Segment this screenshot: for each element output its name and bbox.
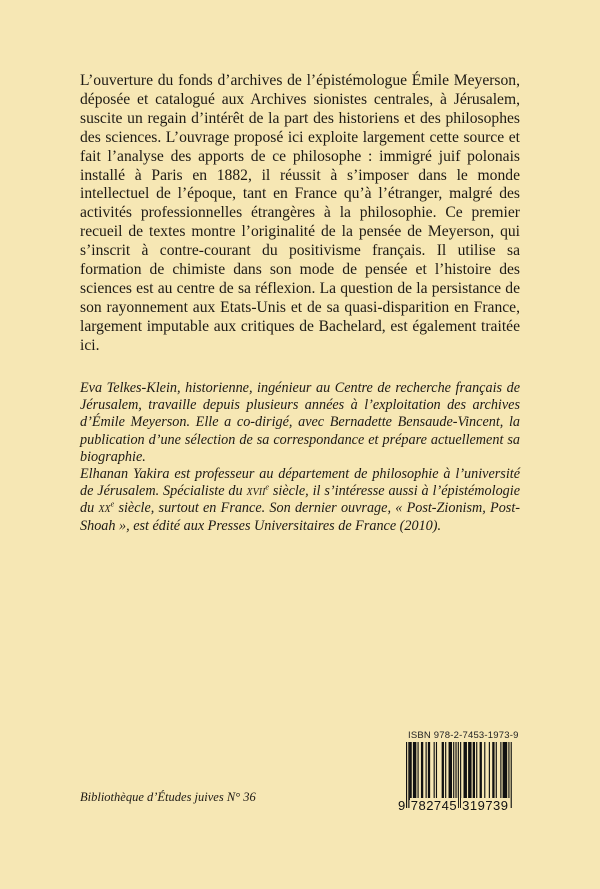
barcode-bar	[442, 742, 444, 800]
bio-2-part3: siècle, surtout en France. Son dernier ouvrage, « Post-Zionism, Post-Shoah », est édité aux Presses Universitaires de France (2010).	[80, 500, 520, 534]
barcode-bar	[426, 742, 427, 800]
barcode-digits	[398, 798, 510, 813]
barcode-group-2: 319739	[462, 798, 509, 813]
barcode-bar	[453, 742, 454, 800]
bio-elhanan-yakira	[80, 466, 520, 535]
barcode-bar	[496, 742, 497, 800]
barcode-bar	[434, 742, 435, 800]
barcode-bar	[473, 742, 475, 800]
barcode-bar	[445, 742, 446, 800]
author-bios	[80, 380, 520, 535]
barcode-bar	[484, 742, 485, 800]
barcode-bar	[476, 742, 477, 800]
barcode-bar	[489, 742, 490, 800]
bio-2-part1: Elhanan Yakira est professeur au département de philosophie à l’université de Jérusalem. Spécialiste du	[80, 466, 520, 500]
barcode-bar	[436, 742, 437, 800]
bio-2-part2: siècle, il s’intéresse aussi à l’épistémologie du	[80, 483, 520, 517]
barcode-bar	[449, 742, 452, 800]
bio-eva-telkes-klein: Eva Telkes-Klein, historienne, ingénieur au Centre de recherche français de Jérusalem, travaille depuis plusieurs années à l’exploitation des archives d’Émile Meyerson. Elle a co-dirigé, avec Bernadette Bensaude-Vincent, la publication d’une sélection de sa correspondance et prépare actuellement sa biographie.	[80, 380, 520, 465]
barcode-bar	[413, 742, 416, 800]
back-cover-summary: L’ouverture du fonds d’archives de l’épistémologue Émile Meyerson, déposée et catalogué aux Archives sionistes centrales, à Jérusalem, suscite un regain d’intérêt de la part des historiens et des philosophes des sciences. L’ouvrage proposé ici exploite largement cette source et fait l’analyse des apports de ce philosophe : immigré juif polonais installé à Paris en 1882, il réussit à s’imposer dans le monde intellectuel de l’époque, tant en France qu’à l’étranger, malgré des activités professionnelles étrangères à la philosophie. Ce premier recueil de textes montre l’originalité de la pensée de Meyerson, qui s’inscrit à contre-courant du positivisme français. Il utilise sa formation de chimiste dans son mode de pensée et l’histoire des sciences est au centre de sa réflexion. La question de la persistance de son rayonnement aux Etats-Unis et de sa quasi-disparition en France, largement imputable aux critiques de Bachelard, est également traitée ici.	[80, 72, 520, 354]
barcode-bar	[500, 742, 501, 800]
barcode-group-1: 782745	[410, 798, 458, 813]
century-17-sup: e	[265, 482, 269, 492]
century-20: xx	[98, 500, 111, 517]
barcode-bar	[468, 742, 471, 800]
barcode-bar	[508, 742, 509, 800]
century-20-sup: e	[110, 499, 115, 509]
barcode-first-digit: 9	[398, 798, 406, 813]
barcode-bar	[464, 742, 467, 800]
century-17: xvii	[246, 483, 266, 500]
isbn-label: ISBN 978-2-7453-1973-9	[408, 730, 519, 741]
barcode-bar	[428, 742, 430, 800]
barcode-bar	[480, 742, 482, 800]
barcode-bar	[492, 742, 494, 800]
barcode-bar	[511, 742, 512, 808]
barcode-bar	[418, 742, 419, 800]
barcode-bar	[503, 742, 508, 800]
series-title: Bibliothèque d’Études juives N° 36	[80, 790, 256, 804]
barcode-bar	[421, 742, 423, 800]
barcode-bar	[409, 742, 411, 800]
barcode-bar	[455, 742, 456, 800]
